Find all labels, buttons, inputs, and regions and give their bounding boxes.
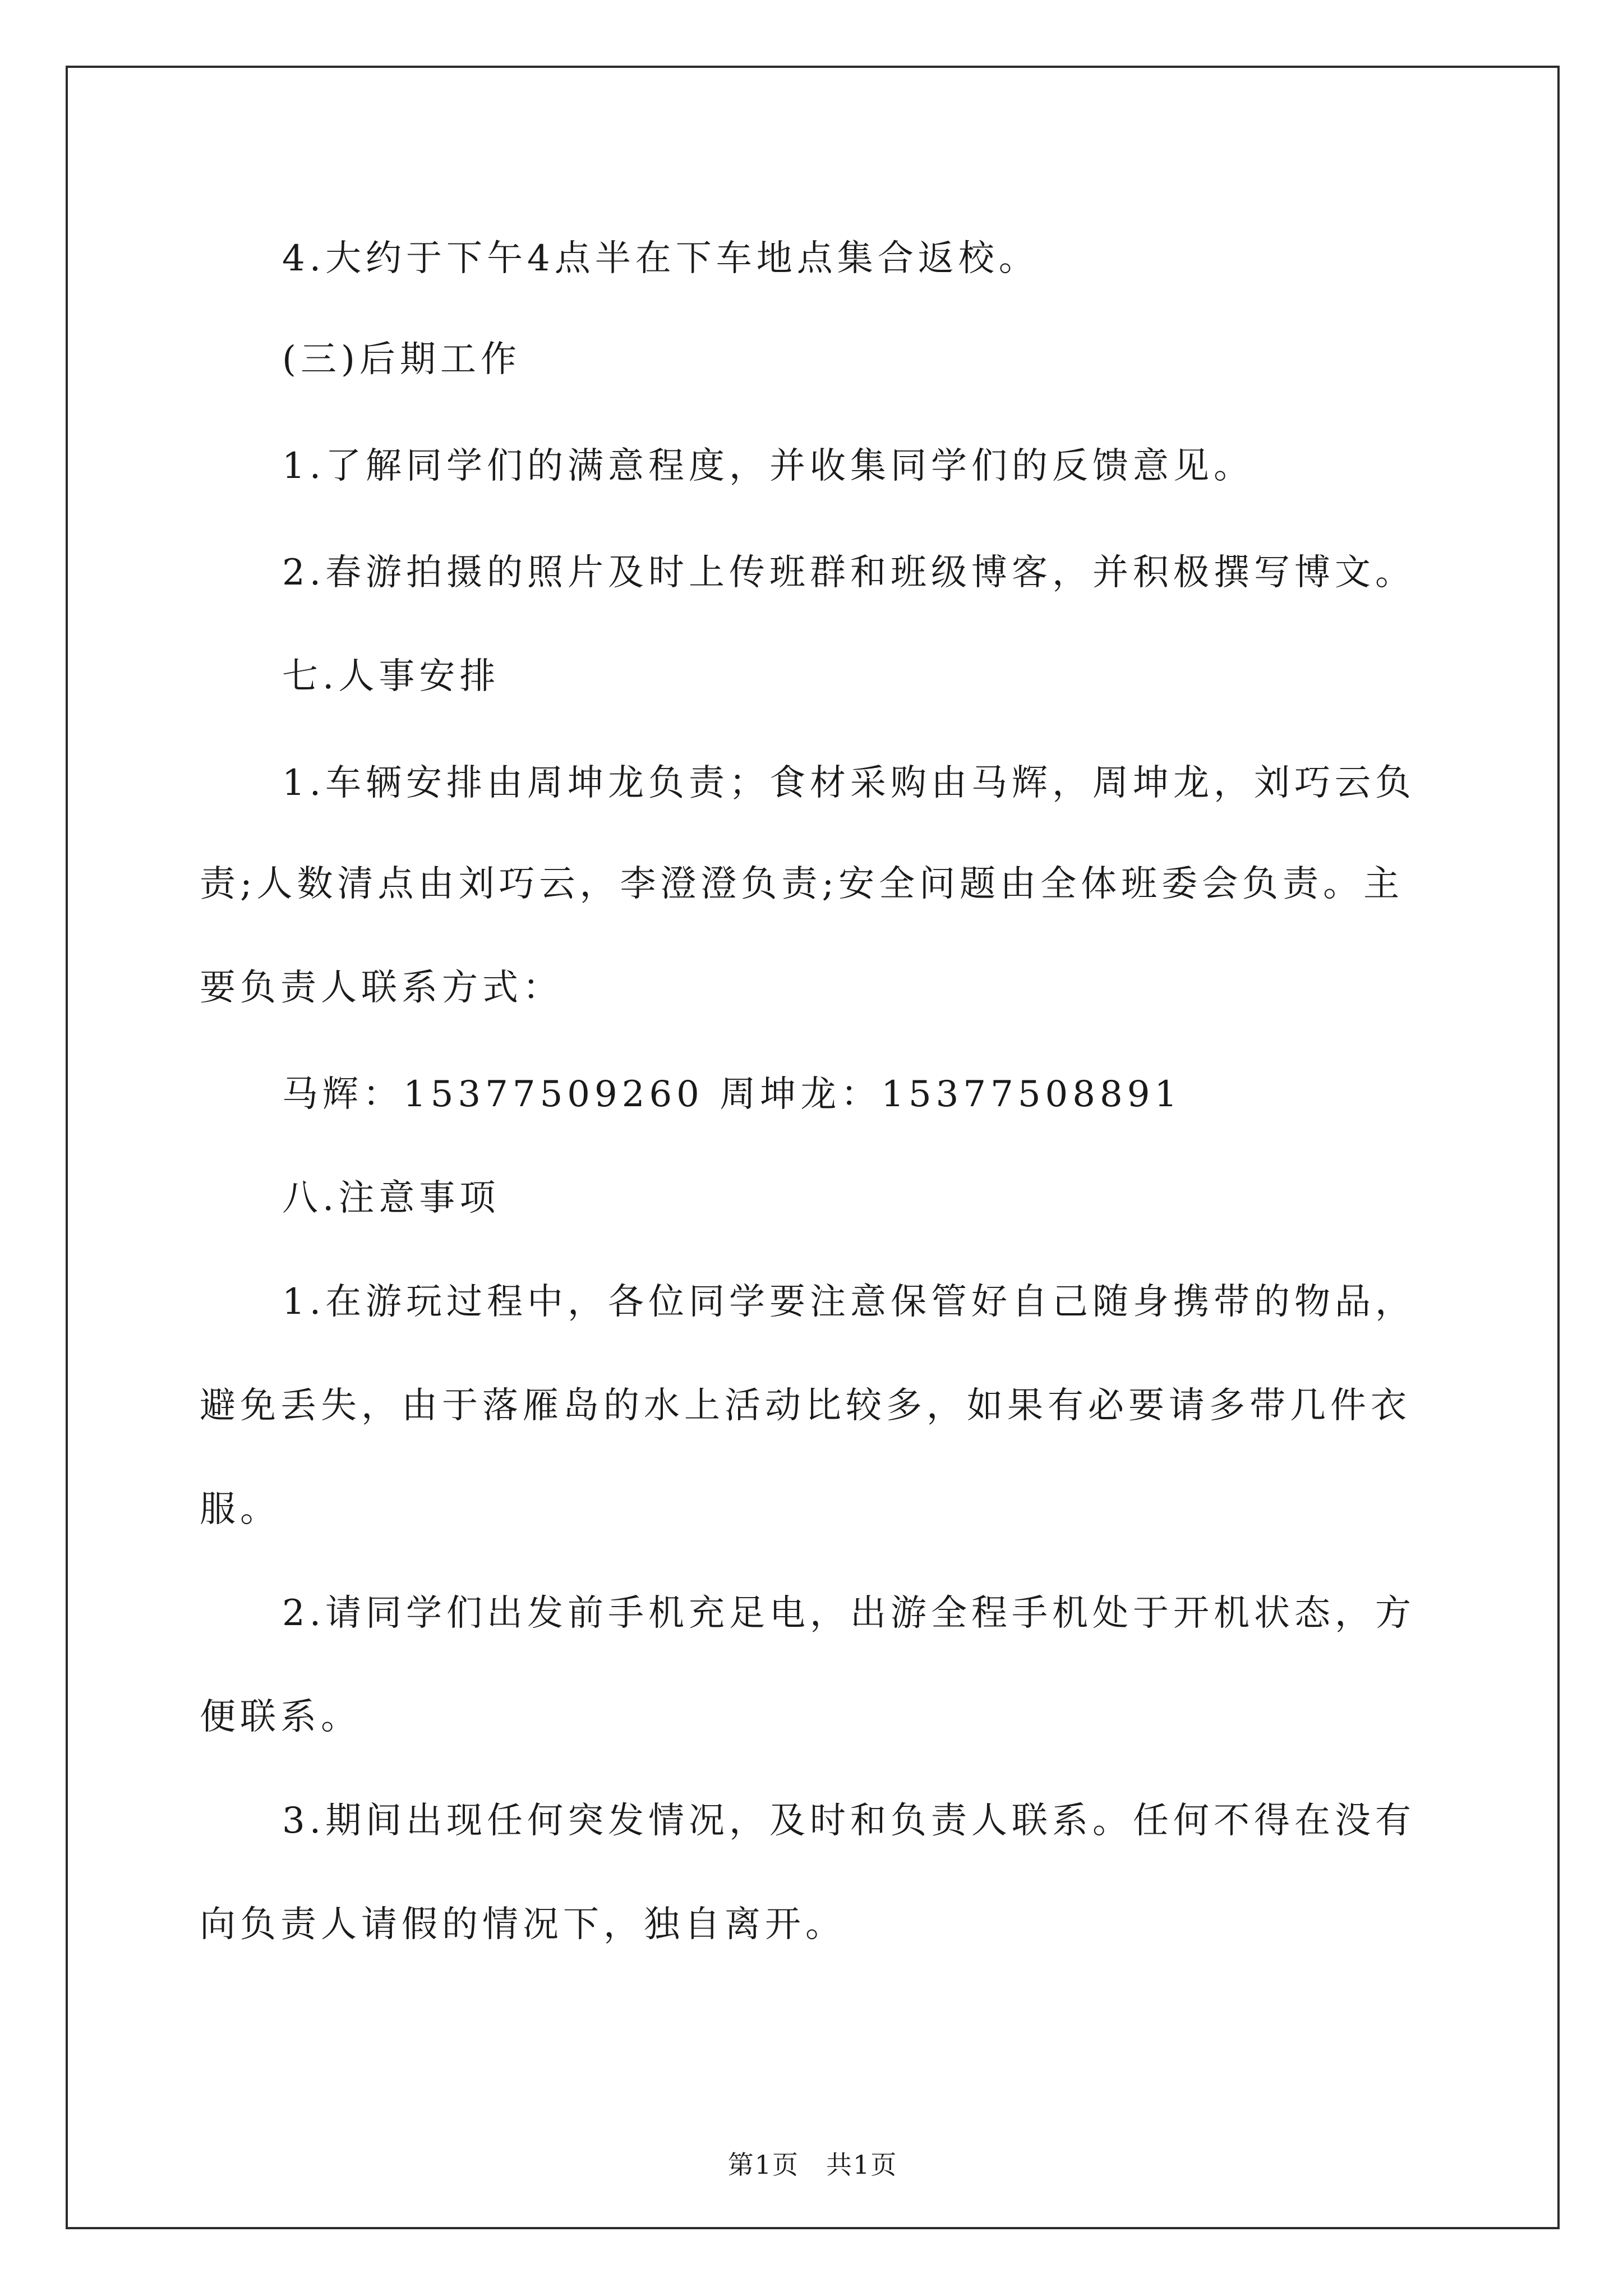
page-total: 共1页 <box>826 2150 898 2180</box>
paragraph-line: 2.春游拍摄的照片及时上传班群和班级博客，并积极撰写博文。 <box>282 552 1416 593</box>
paragraph-line: 3.期间出现任何突发情况，及时和负责人联系。任何不得在没有 <box>282 1800 1416 1842</box>
paragraph-line: 1.了解同学们的满意程度，并收集同学们的反馈意见。 <box>282 445 1255 487</box>
document-body <box>68 68 1557 2227</box>
paragraph-line: 1.车辆安排由周坤龙负责；食材采购由马辉，周坤龙，刘巧云负 <box>282 762 1416 804</box>
section-heading: 七.人事安排 <box>282 656 500 697</box>
paragraph-line: 责;人数清点由刘巧云，李澄澄负责;安全问题由全体班委会负责。主 <box>200 863 1404 905</box>
page-footer <box>68 2149 1557 2180</box>
paragraph-line: 便联系。 <box>200 1696 361 1738</box>
paragraph-line: 要负责人联系方式： <box>200 967 563 1009</box>
paragraph-line: 服。 <box>200 1489 280 1530</box>
paragraph-line: 1.在游玩过程中，各位同学要注意保管好自己随身携带的物品， <box>282 1281 1416 1323</box>
page-number: 第1页 <box>727 2150 799 2180</box>
paragraph-line: 2.请同学们出发前手机充足电，出游全程手机处于开机状态，方 <box>282 1593 1416 1634</box>
contact-line: 马辉：15377509260 周坤龙：15377508891 <box>282 1074 1182 1115</box>
paragraph-line: 向负责人请假的情况下，独自离开。 <box>200 1904 846 1945</box>
page-border <box>66 66 1560 2229</box>
section-heading: 八.注意事项 <box>282 1177 500 1219</box>
paragraph-line: 4.大约于下午4点半在下车地点集合返校。 <box>282 238 1039 279</box>
section-heading: (三)后期工作 <box>282 339 521 380</box>
paragraph-line: 避免丢失，由于落雁岛的水上活动比较多，如果有必要请多带几件衣 <box>200 1385 1411 1427</box>
